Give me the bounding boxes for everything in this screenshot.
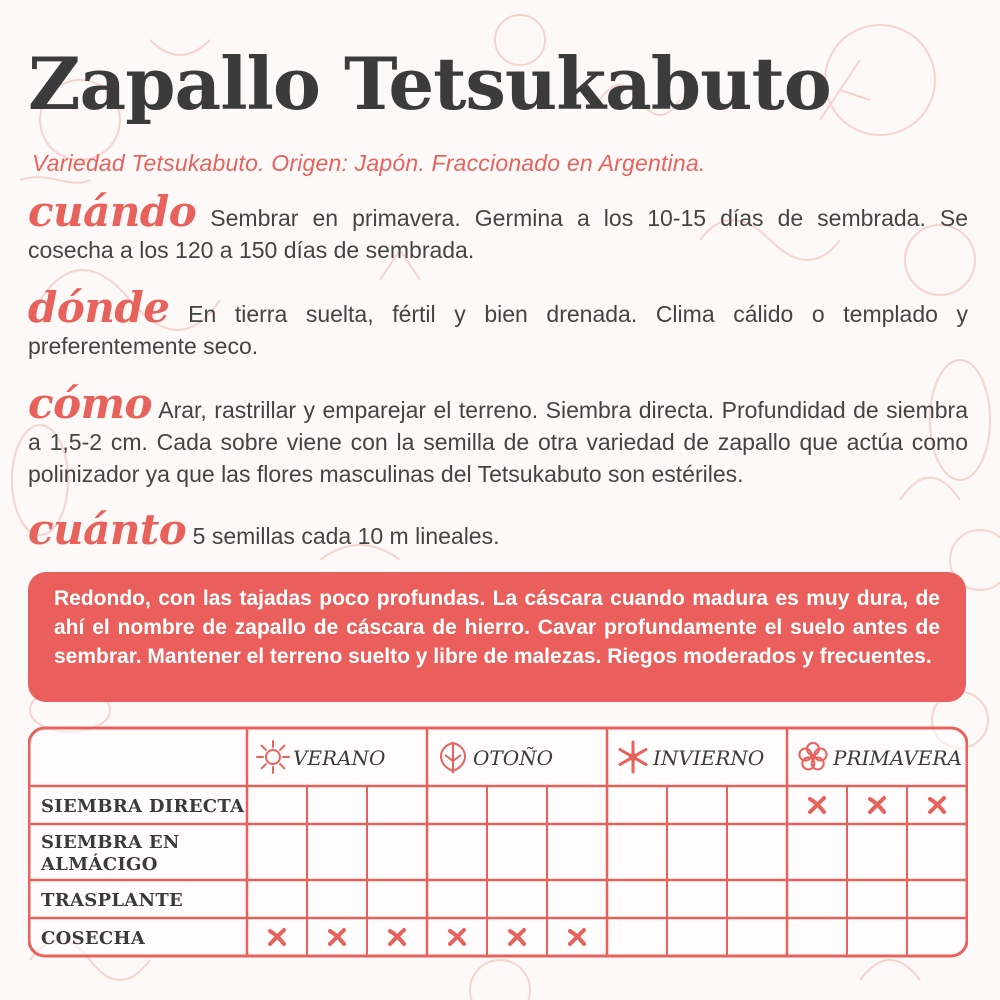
page-title: Zapallo Tetsukabuto — [28, 41, 831, 126]
snowflake-center — [629, 753, 637, 761]
row-label: SIEMBRA DIRECTA — [41, 796, 245, 817]
season-label: OTOÑO — [473, 746, 554, 770]
section-cuanto — [28, 505, 968, 554]
row-label: COSECHA — [41, 928, 146, 949]
section-donde — [28, 283, 968, 362]
section-text-cuando: Sembrar en primavera. Germina a los 10-15 días de sembrada. Se cosecha a los 120 a 150 días de sembrada. — [28, 205, 968, 263]
section-cuando — [28, 187, 968, 266]
season-label: VERANO — [293, 746, 386, 770]
section-text-cuanto: 5 semillas cada 10 m lineales. — [186, 523, 500, 549]
row-label: SIEMBRA EN — [41, 832, 180, 853]
flower-center — [810, 754, 816, 760]
info-note-box: Redondo, con las tajadas poco profundas. La cáscara cuando madura es muy dura, de ahí el nombre de zapallo de cáscara de hierro. Cavar profundamente el suelo antes de sembrar. Mantener el terreno suelto y libre de malezas. Riegos moderados y frecuentes. — [28, 572, 966, 702]
section-keyword-cuando: cuándo — [28, 187, 197, 236]
section-text-donde: En tierra suelta, fértil y bien drenada. Clima cálido o templado y preferentemente seco. — [28, 301, 968, 359]
season-label: PRIMAVERA — [833, 746, 962, 770]
variety-subtitle: Variedad Tetsukabuto. Origen: Japón. Fraccionado en Argentina. — [32, 150, 706, 176]
section-keyword-como: cómo — [28, 379, 153, 428]
section-keyword-cuanto: cuánto — [28, 505, 187, 554]
season-label: INVIERNO — [653, 746, 765, 770]
seed-packet-back — [28, 0, 968, 1000]
row-label: TRASPLANTE — [41, 890, 184, 911]
section-como — [28, 379, 968, 490]
section-text-como: Arar, rastrillar y emparejar el terreno. Siembra directa. Profundidad de siembra a 1,5-2 cm. Cada sobre viene con la semilla de otra variedad de zapallo que actúa como polinizador ya que las flores masculinas del Tetsukabuto son estériles. — [28, 397, 968, 487]
planting-calendar-table — [28, 726, 968, 958]
row-label: ALMÁCIGO — [41, 854, 158, 875]
section-keyword-donde: dónde — [28, 283, 170, 332]
